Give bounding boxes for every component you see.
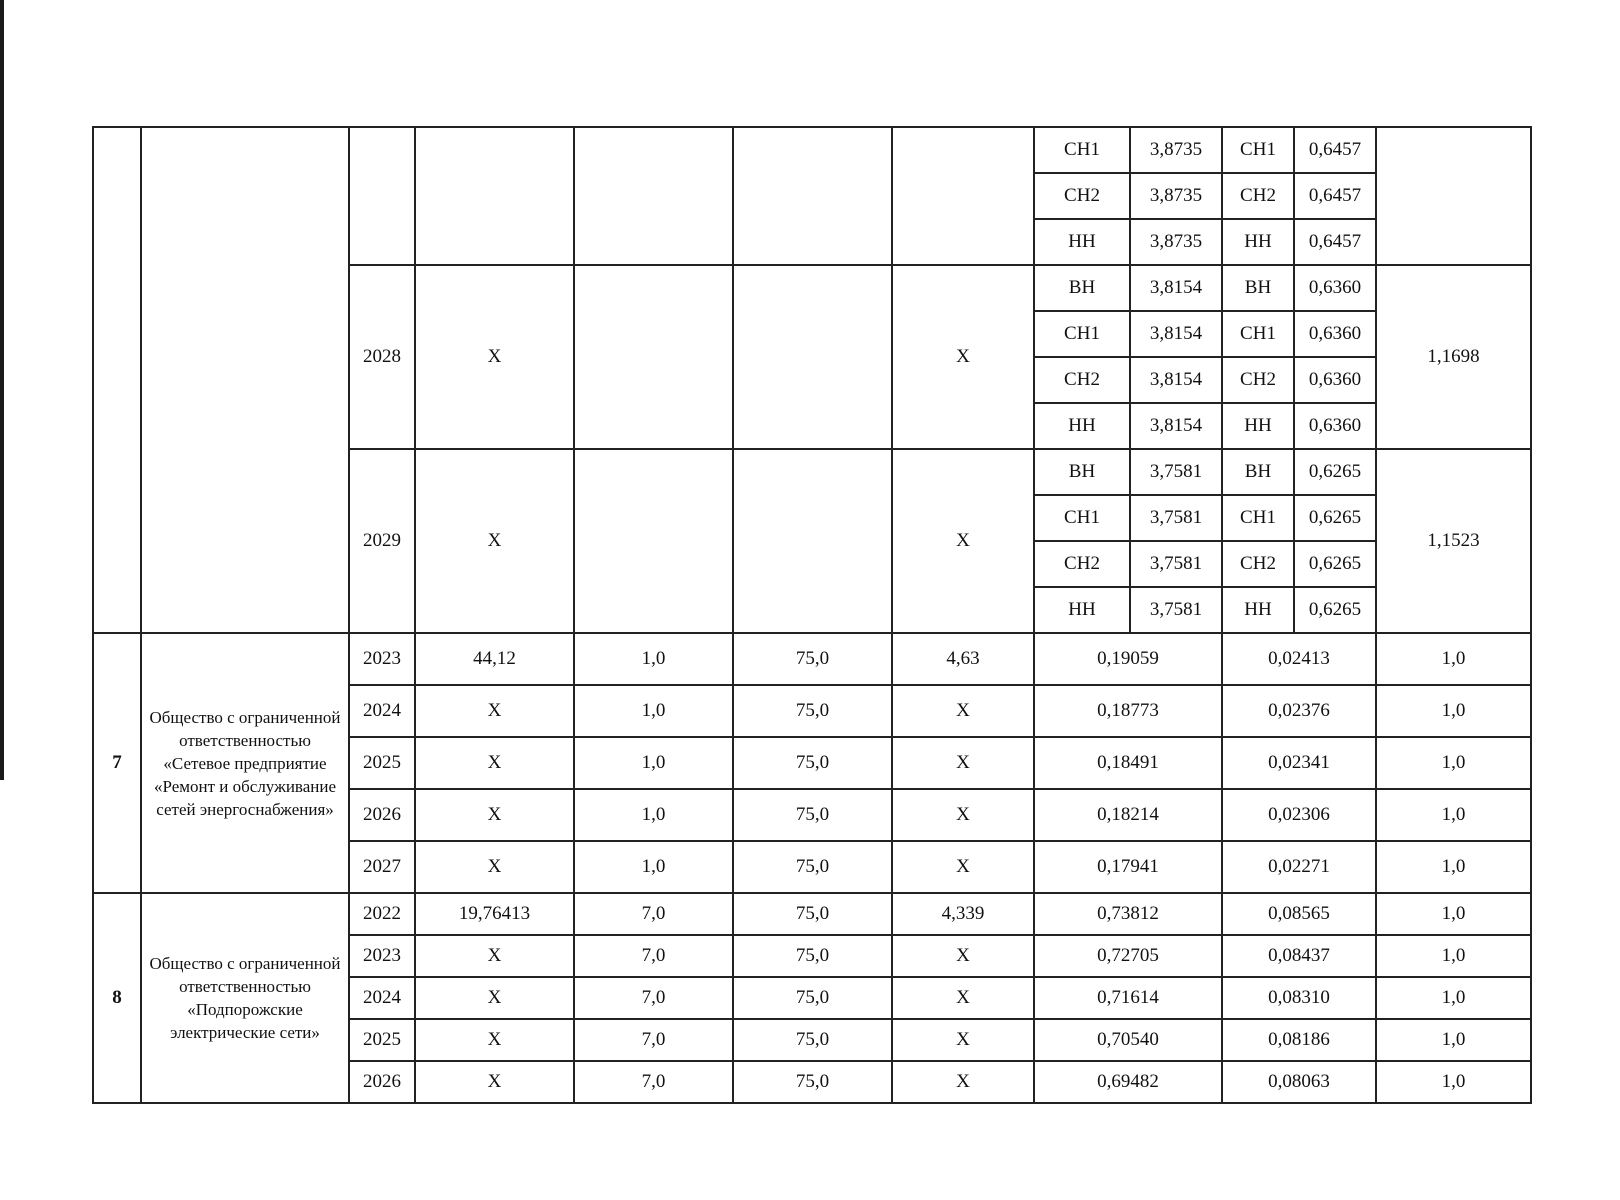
voltage-level-label: ВН [1034, 265, 1130, 311]
voltage-level-label: НН [1034, 403, 1130, 449]
table-cell: 0,02306 [1222, 789, 1376, 841]
table-cell: Х [892, 1019, 1034, 1061]
table-cell [574, 127, 733, 265]
table-cell [733, 127, 892, 265]
voltage-level-label: СН1 [1034, 127, 1130, 173]
table-cell: 0,08186 [1222, 1019, 1376, 1061]
table-cell: 1,0 [574, 633, 733, 685]
table-cell: 0,08063 [1222, 1061, 1376, 1103]
table-cell: 0,6265 [1294, 449, 1376, 495]
table-cell: Х [415, 841, 574, 893]
table-cell: 1,0 [1376, 789, 1531, 841]
voltage-level-label: НН [1034, 219, 1130, 265]
table-cell: 0,19059 [1034, 633, 1222, 685]
table-cell: 0,08437 [1222, 935, 1376, 977]
table-cell: 0,6360 [1294, 403, 1376, 449]
table-cell: 1,0 [1376, 841, 1531, 893]
table-cell: 4,339 [892, 893, 1034, 935]
table-cell: Х [415, 449, 574, 633]
table-cell: Х [415, 685, 574, 737]
table-cell: Х [415, 1061, 574, 1103]
table-cell: 0,70540 [1034, 1019, 1222, 1061]
table-row [93, 893, 1531, 935]
table-cell: Х [892, 265, 1034, 449]
year-cell [349, 127, 415, 265]
table-cell: Х [892, 977, 1034, 1019]
table-cell: 7,0 [574, 977, 733, 1019]
table-cell: 0,6360 [1294, 357, 1376, 403]
table-cell: 0,17941 [1034, 841, 1222, 893]
table-cell: 0,6265 [1294, 541, 1376, 587]
table-cell: Х [415, 789, 574, 841]
table-cell: 3,7581 [1130, 495, 1222, 541]
table-cell: 1,0 [1376, 1019, 1531, 1061]
table-cell: 1,0 [1376, 685, 1531, 737]
year-cell: 2025 [349, 1019, 415, 1061]
table-cell: Х [892, 789, 1034, 841]
table-cell: 0,6360 [1294, 311, 1376, 357]
year-cell: 2028 [349, 265, 415, 449]
table-cell: 3,8735 [1130, 173, 1222, 219]
voltage-level-label: ВН [1222, 265, 1294, 311]
table-cell: 75,0 [733, 685, 892, 737]
tariff-parameters-table [92, 126, 1532, 1104]
table-cell: 0,6457 [1294, 127, 1376, 173]
table-cell: 0,08565 [1222, 893, 1376, 935]
table-cell: 7,0 [574, 935, 733, 977]
table-cell: Х [892, 1061, 1034, 1103]
table-row [93, 633, 1531, 685]
table-cell: 0,18491 [1034, 737, 1222, 789]
table-cell: 1,0 [1376, 935, 1531, 977]
table-cell: 3,7581 [1130, 587, 1222, 633]
year-cell: 2023 [349, 633, 415, 685]
year-cell: 2026 [349, 789, 415, 841]
table-cell: 44,12 [415, 633, 574, 685]
year-cell: 2027 [349, 841, 415, 893]
year-cell: 2026 [349, 1061, 415, 1103]
table-cell: 1,0 [574, 737, 733, 789]
table-cell: Х [415, 1019, 574, 1061]
table-cell: 0,6360 [1294, 265, 1376, 311]
org-number-cell [93, 127, 141, 633]
table-cell: 75,0 [733, 1019, 892, 1061]
table-cell: 0,18773 [1034, 685, 1222, 737]
scan-left-edge [0, 0, 4, 780]
table-cell [733, 449, 892, 633]
voltage-level-label: СН2 [1034, 173, 1130, 219]
voltage-level-label: НН [1034, 587, 1130, 633]
org-name-cell [141, 127, 349, 633]
table-cell: 75,0 [733, 935, 892, 977]
table-cell: 1,0 [1376, 893, 1531, 935]
voltage-level-label: НН [1222, 403, 1294, 449]
voltage-level-label: СН2 [1222, 541, 1294, 587]
year-cell: 2022 [349, 893, 415, 935]
table-cell: 1,1698 [1376, 265, 1531, 449]
table-cell: 0,02341 [1222, 737, 1376, 789]
table-cell: 1,0 [574, 841, 733, 893]
table-cell: 7,0 [574, 893, 733, 935]
org-number-cell: 7 [93, 633, 141, 893]
voltage-level-label: СН1 [1222, 127, 1294, 173]
table-cell: 75,0 [733, 977, 892, 1019]
table-cell: 3,8735 [1130, 219, 1222, 265]
org-number-cell: 8 [93, 893, 141, 1103]
table-cell: 3,8735 [1130, 127, 1222, 173]
table-cell: Х [415, 977, 574, 1019]
voltage-level-label: СН2 [1222, 173, 1294, 219]
voltage-level-label: ВН [1034, 449, 1130, 495]
voltage-level-label: НН [1222, 219, 1294, 265]
year-cell: 2029 [349, 449, 415, 633]
table-cell: 75,0 [733, 789, 892, 841]
table-cell: Х [892, 449, 1034, 633]
table-cell: 7,0 [574, 1019, 733, 1061]
table-cell [892, 127, 1034, 265]
table-cell: 75,0 [733, 633, 892, 685]
table-cell: 0,69482 [1034, 1061, 1222, 1103]
table-cell: 1,0 [1376, 977, 1531, 1019]
table-cell: 4,63 [892, 633, 1034, 685]
table-cell: 3,8154 [1130, 265, 1222, 311]
table-cell [415, 127, 574, 265]
table-cell: 3,8154 [1130, 311, 1222, 357]
table-cell: 0,6457 [1294, 173, 1376, 219]
table-cell: 75,0 [733, 841, 892, 893]
table-cell [1376, 127, 1531, 265]
table-cell: Х [892, 935, 1034, 977]
table-cell: 0,72705 [1034, 935, 1222, 977]
table-cell: 0,71614 [1034, 977, 1222, 1019]
year-cell: 2024 [349, 977, 415, 1019]
table-cell: 3,7581 [1130, 541, 1222, 587]
year-cell: 2025 [349, 737, 415, 789]
year-cell: 2023 [349, 935, 415, 977]
table-cell: 0,6265 [1294, 495, 1376, 541]
table-cell: 3,7581 [1130, 449, 1222, 495]
voltage-level-label: СН1 [1222, 495, 1294, 541]
table-cell: 19,76413 [415, 893, 574, 935]
table-cell: 75,0 [733, 893, 892, 935]
table-cell: 75,0 [733, 737, 892, 789]
table-cell: 0,18214 [1034, 789, 1222, 841]
voltage-level-label: СН1 [1034, 495, 1130, 541]
voltage-level-label: СН1 [1222, 311, 1294, 357]
table-cell: Х [892, 737, 1034, 789]
table-cell [574, 265, 733, 449]
table-cell: 1,0 [574, 789, 733, 841]
voltage-level-label: НН [1222, 587, 1294, 633]
voltage-level-label: СН2 [1034, 357, 1130, 403]
year-cell: 2024 [349, 685, 415, 737]
table-cell: 7,0 [574, 1061, 733, 1103]
table-cell: 0,02271 [1222, 841, 1376, 893]
table-cell: Х [892, 685, 1034, 737]
table-cell: 3,8154 [1130, 403, 1222, 449]
org-name-cell: Общество с ограниченной ответственностью «Подпорожские электрические сети» [141, 893, 349, 1103]
table-cell: 0,6265 [1294, 587, 1376, 633]
voltage-level-label: СН1 [1034, 311, 1130, 357]
table-cell: 75,0 [733, 1061, 892, 1103]
table-cell: 1,0 [1376, 1061, 1531, 1103]
voltage-level-label: СН2 [1222, 357, 1294, 403]
org-name-cell: Общество с ограниченной ответственностью «Сетевое предприятие «Ремонт и обслуживание сетей энергоснабжения» [141, 633, 349, 893]
table-cell: Х [415, 935, 574, 977]
table-cell [733, 265, 892, 449]
table-cell: 0,02413 [1222, 633, 1376, 685]
table-cell: 1,0 [574, 685, 733, 737]
table-cell: 1,0 [1376, 633, 1531, 685]
table-cell: 1,1523 [1376, 449, 1531, 633]
table-cell: 0,08310 [1222, 977, 1376, 1019]
table-cell: 1,0 [1376, 737, 1531, 789]
table-cell: 3,8154 [1130, 357, 1222, 403]
table-cell: 0,73812 [1034, 893, 1222, 935]
voltage-level-label: ВН [1222, 449, 1294, 495]
table-cell: Х [415, 737, 574, 789]
voltage-level-label: СН2 [1034, 541, 1130, 587]
table-row [93, 127, 1531, 173]
table-cell: Х [415, 265, 574, 449]
table-cell: 0,02376 [1222, 685, 1376, 737]
table-cell: Х [892, 841, 1034, 893]
table-cell: 0,6457 [1294, 219, 1376, 265]
table-cell [574, 449, 733, 633]
